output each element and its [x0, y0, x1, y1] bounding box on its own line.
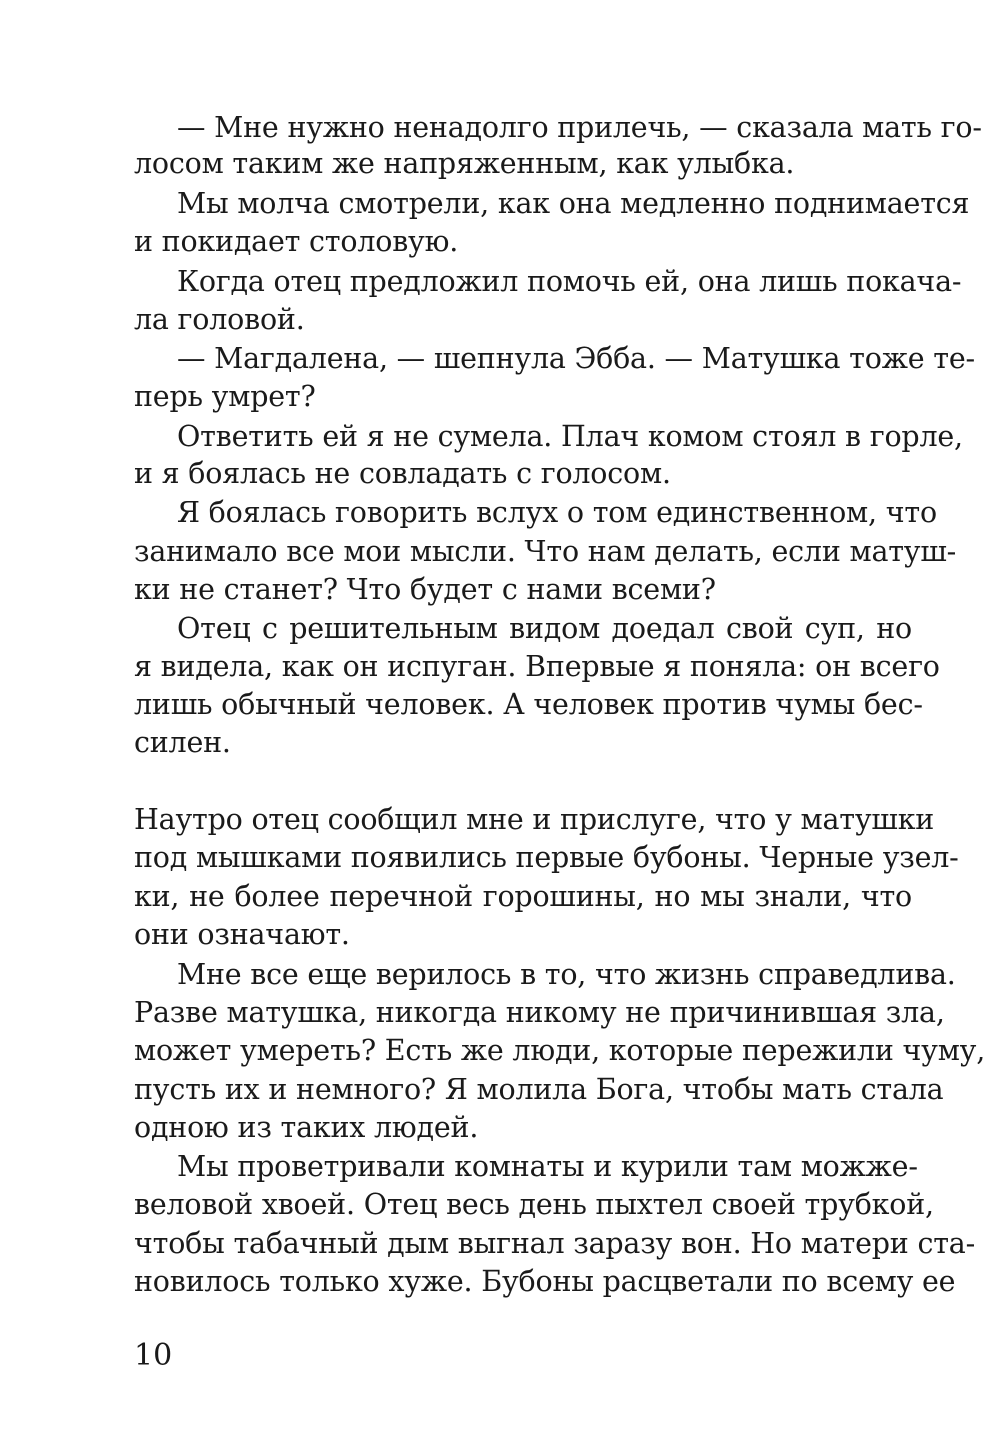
text-line: новилось только хуже. Бубоны расцветали по всему ее	[134, 1265, 956, 1298]
text-line: одною из таких людей.	[134, 1111, 479, 1144]
text-line: — Мне нужно ненадолго прилечь, — сказала мать го-	[177, 111, 982, 144]
text-line: Мы молча смотрели, как она медленно поднимается	[177, 187, 970, 220]
text-line: Отец с решительным видом доедал свой суп, но	[177, 612, 912, 645]
text-line: Мы проветривали комнаты и курили там можже-	[177, 1150, 918, 1183]
text-line: Когда отец предложил помочь ей, она лишь покача-	[177, 265, 962, 298]
text-line: Разве матушка, никогда никому не причинившая зла,	[134, 996, 945, 1029]
text-line: Наутро отец сообщил мне и прислуге, что у матушки	[134, 803, 935, 836]
text-line: может умереть? Есть же люди, которые пережили чуму,	[134, 1034, 986, 1067]
text-line: пусть их и немного? Я молила Бога, чтобы мать стала	[134, 1073, 944, 1106]
text-line: Я боялась говорить вслух о том единственном, что	[177, 496, 937, 529]
text-line: Мне все еще верилось в то, что жизнь справедлива.	[177, 958, 956, 991]
text-line: лосом таким же напряженным, как улыбка.	[134, 147, 795, 180]
text-line: перь умрет?	[134, 380, 316, 413]
text-line: я видела, как он испуган. Впервые я поняла: он всего	[134, 650, 940, 683]
text-line: занимало все мои мысли. Что нам делать, если матуш-	[134, 535, 957, 568]
text-line: и покидает столовую.	[134, 225, 459, 258]
text-line: под мышками появились первые бубоны. Черные узел-	[134, 841, 959, 874]
text-line: лишь обычный человек. А человек против чумы бес-	[134, 688, 923, 721]
text-line: ки не станет? Что будет с нами всеми?	[134, 573, 716, 606]
page-number: 10	[134, 1338, 173, 1373]
text-line: ла головой.	[134, 303, 305, 336]
text-line: Ответить ей я не сумела. Плач комом стоял в горле,	[177, 420, 963, 453]
text-line: — Магдалена, — шепнула Эбба. — Матушка тоже те-	[177, 342, 975, 375]
text-line: веловой хвоей. Отец весь день пыхтел своей трубкой,	[134, 1188, 934, 1221]
text-line: и я боялась не совладать с голосом.	[134, 457, 671, 490]
text-line: чтобы табачный дым выгнал заразу вон. Но матери ста-	[134, 1227, 975, 1260]
text-line: ки, не более перечной горошины, но мы знали, что	[134, 880, 912, 913]
text-line: они означают.	[134, 918, 350, 951]
text-line: силен.	[134, 726, 231, 759]
